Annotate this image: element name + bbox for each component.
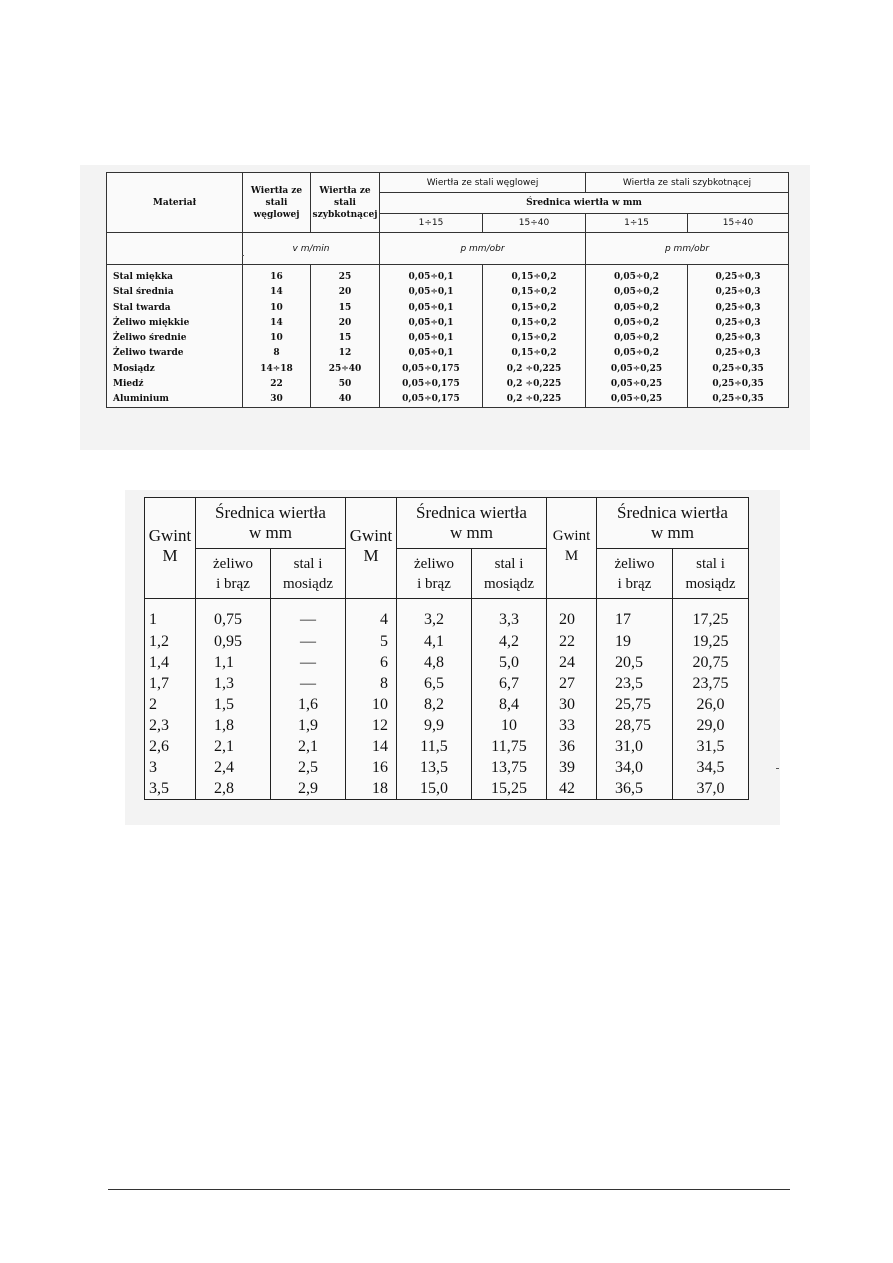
value-cell: 12 xyxy=(311,346,380,361)
value-cell: 19,25 xyxy=(673,631,749,652)
scan-speck xyxy=(242,255,244,256)
thread-header-m: M xyxy=(363,546,379,565)
value-cell: 0,25÷0,3 xyxy=(688,285,789,300)
thread-cell: 30 xyxy=(547,694,597,715)
value-cell: 2,1 xyxy=(196,736,271,757)
value-cell: 0,05÷0,2 xyxy=(586,265,688,285)
thread-cell: 20 xyxy=(547,599,597,631)
value-cell: 20 xyxy=(311,285,380,300)
thread-cell: 22 xyxy=(547,631,597,652)
table-row xyxy=(107,265,789,285)
value-cell: 0,25÷0,35 xyxy=(688,376,789,391)
value-cell: 17,25 xyxy=(673,599,749,631)
value-cell: 14 xyxy=(243,285,311,300)
material-cell: Mosiądz xyxy=(107,361,243,376)
value-cell: 29,0 xyxy=(673,715,749,736)
value-cell: 0,25÷0,3 xyxy=(688,346,789,361)
thread-cell: 4 xyxy=(346,599,397,631)
value-cell: 0,05÷0,2 xyxy=(586,315,688,330)
value-cell: 34,5 xyxy=(673,757,749,778)
value-cell: 25,75 xyxy=(597,694,673,715)
value-cell: 13,75 xyxy=(472,757,547,778)
value-cell: 0,25÷0,35 xyxy=(688,392,789,408)
value-cell: 4,2 xyxy=(472,631,547,652)
value-cell: 2,5 xyxy=(271,757,346,778)
thread-cell: 2,6 xyxy=(145,736,196,757)
value-cell: 20,75 xyxy=(673,652,749,673)
table-row xyxy=(145,778,749,800)
drilling-parameters-table xyxy=(106,172,789,408)
value-cell: 0,15÷0,2 xyxy=(483,285,586,300)
value-cell: 50 xyxy=(311,376,380,391)
thread-cell: 14 xyxy=(346,736,397,757)
thread-cell: 36 xyxy=(547,736,597,757)
value-cell: 4,8 xyxy=(397,652,472,673)
value-cell: 0,05÷0,1 xyxy=(380,331,483,346)
cast-iron-bronze-header xyxy=(397,549,472,599)
value-cell: 0,25÷0,3 xyxy=(688,331,789,346)
table-row xyxy=(145,631,749,652)
diameter-header-label: Średnica wiertła xyxy=(416,503,527,522)
value-cell: 17 xyxy=(597,599,673,631)
value-cell: 14 xyxy=(243,315,311,330)
value-cell: 0,05÷0,1 xyxy=(380,285,483,300)
header-line: stal i xyxy=(494,555,524,572)
material-cell: Stal miękka xyxy=(107,265,243,285)
value-cell: 0,25÷0,3 xyxy=(688,300,789,315)
thread-cell: 3,5 xyxy=(145,778,196,800)
value-cell: 1,3 xyxy=(196,673,271,694)
value-cell: 20 xyxy=(311,315,380,330)
value-cell: 0,05÷0,25 xyxy=(586,376,688,391)
value-cell: 0,05÷0,2 xyxy=(586,285,688,300)
value-cell: 19 xyxy=(597,631,673,652)
value-cell: 22 xyxy=(243,376,311,391)
header-line: mosiądz xyxy=(484,575,534,592)
value-cell: 2,4 xyxy=(196,757,271,778)
header-line: mosiądz xyxy=(283,575,333,592)
thread-cell: 16 xyxy=(346,757,397,778)
value-cell: 23,5 xyxy=(597,673,673,694)
value-cell: 30 xyxy=(243,392,311,408)
value-cell: — xyxy=(271,652,346,673)
value-cell: 1,9 xyxy=(271,715,346,736)
value-cell: 10 xyxy=(472,715,547,736)
value-cell: 0,25÷0,3 xyxy=(688,315,789,330)
diameter-header: Średnica wiertła w mm xyxy=(380,193,789,214)
value-cell: 40 xyxy=(311,392,380,408)
table-row xyxy=(107,315,789,330)
value-cell: 0,05÷0,1 xyxy=(380,300,483,315)
value-cell: 6,5 xyxy=(397,673,472,694)
value-cell: — xyxy=(271,599,346,631)
table-row xyxy=(145,715,749,736)
value-cell: 37,0 xyxy=(673,778,749,800)
value-cell: 36,5 xyxy=(597,778,673,800)
value-cell: 1,6 xyxy=(271,694,346,715)
steel-brass-header xyxy=(472,549,547,599)
value-cell: 25 xyxy=(311,265,380,285)
value-cell: 8,4 xyxy=(472,694,547,715)
header-line: stal i xyxy=(696,555,725,572)
cast-iron-bronze-header xyxy=(196,549,271,599)
speed-unit-header: v m/min xyxy=(243,233,380,265)
range-header: 1÷15 xyxy=(380,214,483,233)
value-cell: 0,2 ÷0,225 xyxy=(483,361,586,376)
value-cell: 6,7 xyxy=(472,673,547,694)
value-cell: 8 xyxy=(243,346,311,361)
header-line: żeliwo xyxy=(614,555,655,572)
thread-cell: 1 xyxy=(145,599,196,631)
value-cell: 10 xyxy=(243,300,311,315)
diameter-header xyxy=(597,498,749,549)
hss-drill-column-header: Wiertła ze stali szybkotnącej xyxy=(311,173,380,233)
carbon-drill-column-header: Wiertła ze stali węglowej xyxy=(243,173,311,233)
material-cell: Stal średnia xyxy=(107,285,243,300)
thread-cell: 12 xyxy=(346,715,397,736)
steel-brass-header xyxy=(673,549,749,599)
value-cell: 0,15÷0,2 xyxy=(483,346,586,361)
value-cell: — xyxy=(271,673,346,694)
thread-cell: 42 xyxy=(547,778,597,800)
thread-cell: 5 xyxy=(346,631,397,652)
table-row xyxy=(145,736,749,757)
table-row xyxy=(145,599,749,631)
material-cell: Miedź xyxy=(107,376,243,391)
thread-cell: 1,2 xyxy=(145,631,196,652)
thread-header xyxy=(145,498,196,599)
value-cell: 0,05÷0,2 xyxy=(586,300,688,315)
value-cell: 16 xyxy=(243,265,311,285)
thread-header-m: M xyxy=(564,548,579,564)
carbon-group-header: Wiertła ze stali węglowej xyxy=(380,173,586,193)
header-line: mosiądz xyxy=(685,575,736,592)
table-row xyxy=(107,376,789,391)
thread-cell: 10 xyxy=(346,694,397,715)
value-cell: 1,5 xyxy=(196,694,271,715)
thread-cell: 27 xyxy=(547,673,597,694)
material-cell: Aluminium xyxy=(107,392,243,408)
material-cell: Żeliwo średnie xyxy=(107,331,243,346)
value-cell: 25÷40 xyxy=(311,361,380,376)
value-cell: 0,05÷0,1 xyxy=(380,346,483,361)
value-cell: 0,05÷0,1 xyxy=(380,265,483,285)
value-cell: 26,0 xyxy=(673,694,749,715)
value-cell: 15 xyxy=(311,331,380,346)
value-cell: 0,05÷0,1 xyxy=(380,315,483,330)
thread-cell: 6 xyxy=(346,652,397,673)
range-header: 1÷15 xyxy=(586,214,688,233)
value-cell: 34,0 xyxy=(597,757,673,778)
value-cell: 15,0 xyxy=(397,778,472,800)
table-row xyxy=(107,361,789,376)
value-cell: 31,0 xyxy=(597,736,673,757)
table-row xyxy=(145,694,749,715)
scan-speck xyxy=(776,768,779,769)
table-row xyxy=(145,757,749,778)
header-line: i brąz xyxy=(216,575,250,592)
thread-cell: 24 xyxy=(547,652,597,673)
value-cell: 0,05÷0,25 xyxy=(586,361,688,376)
cast-iron-bronze-header xyxy=(597,549,673,599)
value-cell: 0,25÷0,3 xyxy=(688,265,789,285)
material-header: Materiał xyxy=(107,173,243,233)
value-cell: 0,15÷0,2 xyxy=(483,265,586,285)
diameter-header xyxy=(397,498,547,549)
thread-cell: 39 xyxy=(547,757,597,778)
diameter-header-label: Średnica wiertła xyxy=(617,503,728,522)
thread-cell: 18 xyxy=(346,778,397,800)
value-cell: 0,05÷0,25 xyxy=(586,392,688,408)
value-cell: 1,8 xyxy=(196,715,271,736)
value-cell: 0,15÷0,2 xyxy=(483,300,586,315)
thread-header xyxy=(346,498,397,599)
range-header: 15÷40 xyxy=(483,214,586,233)
steel-brass-header xyxy=(271,549,346,599)
value-cell: 0,05÷0,175 xyxy=(380,361,483,376)
thread-drill-diameter-table xyxy=(144,497,749,800)
thread-cell: 2 xyxy=(145,694,196,715)
footer-divider xyxy=(108,1189,790,1190)
thread-header-m: M xyxy=(162,546,178,565)
value-cell: 11,5 xyxy=(397,736,472,757)
value-cell: 15,25 xyxy=(472,778,547,800)
diameter-header-unit: w mm xyxy=(249,523,292,542)
table-row xyxy=(107,346,789,361)
value-cell: 5,0 xyxy=(472,652,547,673)
value-cell: — xyxy=(271,631,346,652)
value-cell: 28,75 xyxy=(597,715,673,736)
table-row xyxy=(107,300,789,315)
feed-unit-header: p mm/obr xyxy=(380,233,586,265)
thread-header-label: Gwint xyxy=(552,528,591,544)
thread-cell: 2,3 xyxy=(145,715,196,736)
thread-header-label: Gwint xyxy=(148,526,192,545)
thread-cell: 8 xyxy=(346,673,397,694)
value-cell: 8,2 xyxy=(397,694,472,715)
value-cell: 10 xyxy=(243,331,311,346)
value-cell: 1,1 xyxy=(196,652,271,673)
diameter-header-unit: w mm xyxy=(651,523,694,542)
table-row xyxy=(107,285,789,300)
header-line: żeliwo xyxy=(213,555,253,572)
table-row xyxy=(107,331,789,346)
value-cell: 3,3 xyxy=(472,599,547,631)
diameter-header-unit: w mm xyxy=(450,523,493,542)
header-line: i brąz xyxy=(417,575,451,592)
value-cell: 0,15÷0,2 xyxy=(483,315,586,330)
range-header: 15÷40 xyxy=(688,214,789,233)
hss-group-header: Wiertła ze stali szybkotnącej xyxy=(586,173,789,193)
value-cell: 15 xyxy=(311,300,380,315)
value-cell: 2,9 xyxy=(271,778,346,800)
material-cell: Stal twarda xyxy=(107,300,243,315)
value-cell: 13,5 xyxy=(397,757,472,778)
material-header-spacer xyxy=(107,233,243,265)
table-row xyxy=(145,673,749,694)
value-cell: 2,8 xyxy=(196,778,271,800)
thread-header xyxy=(547,498,597,599)
thread-cell: 1,7 xyxy=(145,673,196,694)
material-cell: Żeliwo twarde xyxy=(107,346,243,361)
thread-cell: 1,4 xyxy=(145,652,196,673)
value-cell: 0,75 xyxy=(196,599,271,631)
diameter-header-label: Średnica wiertła xyxy=(215,503,326,522)
value-cell: 23,75 xyxy=(673,673,749,694)
thread-cell: 33 xyxy=(547,715,597,736)
header-line: żeliwo xyxy=(414,555,454,572)
value-cell: 14÷18 xyxy=(243,361,311,376)
value-cell: 4,1 xyxy=(397,631,472,652)
value-cell: 20,5 xyxy=(597,652,673,673)
header-line: i brąz xyxy=(617,575,652,592)
table-row xyxy=(145,652,749,673)
table-row xyxy=(107,392,789,408)
value-cell: 0,95 xyxy=(196,631,271,652)
value-cell: 0,05÷0,2 xyxy=(586,331,688,346)
thread-header-label: Gwint xyxy=(349,526,393,545)
value-cell: 0,05÷0,175 xyxy=(380,392,483,408)
value-cell: 0,2 ÷0,225 xyxy=(483,392,586,408)
value-cell: 2,1 xyxy=(271,736,346,757)
feed-unit-header: p mm/obr xyxy=(586,233,789,265)
value-cell: 0,05÷0,2 xyxy=(586,346,688,361)
value-cell: 31,5 xyxy=(673,736,749,757)
material-cell: Żeliwo miękkie xyxy=(107,315,243,330)
value-cell: 0,25÷0,35 xyxy=(688,361,789,376)
value-cell: 11,75 xyxy=(472,736,547,757)
diameter-header xyxy=(196,498,346,549)
header-line: stal i xyxy=(293,555,323,572)
value-cell: 3,2 xyxy=(397,599,472,631)
value-cell: 9,9 xyxy=(397,715,472,736)
value-cell: 0,05÷0,175 xyxy=(380,376,483,391)
value-cell: 0,15÷0,2 xyxy=(483,331,586,346)
value-cell: 0,2 ÷0,225 xyxy=(483,376,586,391)
thread-cell: 3 xyxy=(145,757,196,778)
